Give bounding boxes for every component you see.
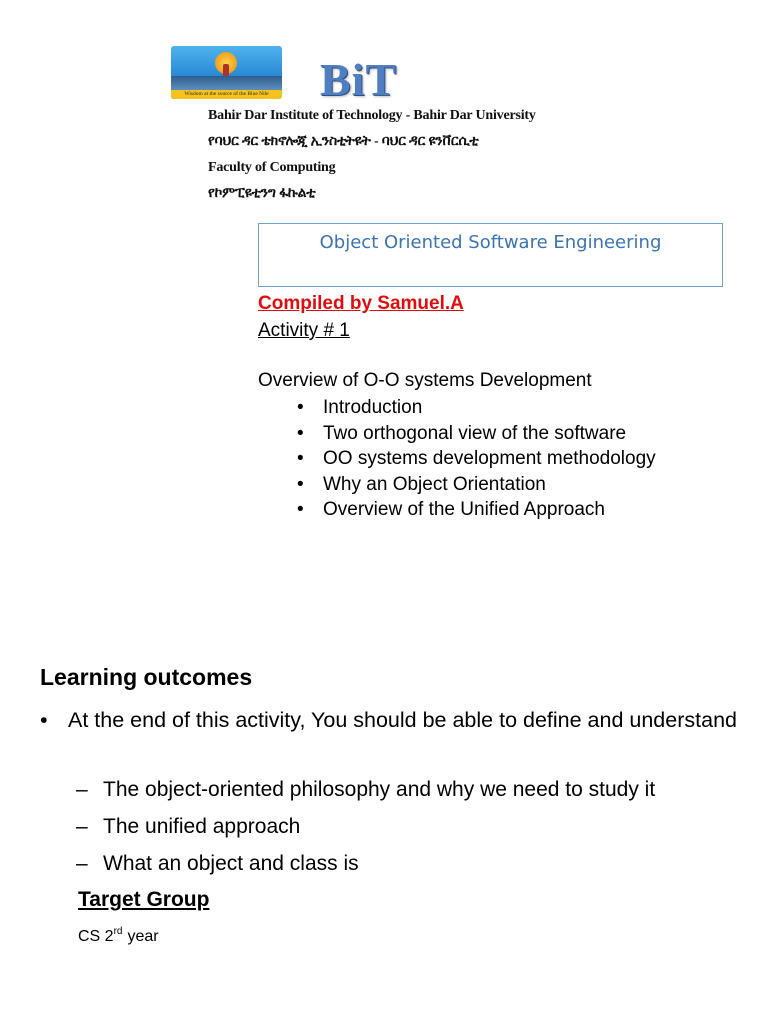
bit-logo: BiT xyxy=(320,54,398,105)
course-title-box xyxy=(258,223,723,287)
bullet: • xyxy=(297,422,304,444)
list-item xyxy=(297,446,656,472)
target-group-heading: Target Group xyxy=(78,888,210,911)
learning-outcomes-heading: Learning outcomes xyxy=(40,664,253,690)
lake-emblem xyxy=(171,76,282,90)
institution-name-am: የባህር ዳር ቴክኖሎጂ ኢንስቲትዩት - ባህር ዳር ዩንቨርሲቲ xyxy=(208,134,479,149)
activity-label: Activity # 1 xyxy=(258,320,350,341)
list-item xyxy=(297,472,656,498)
faculty-name-am: የኮምፒዩቲንግ ፋኩልቲ xyxy=(208,186,316,201)
outcome-item xyxy=(76,778,655,802)
institution-name-en: Bahir Dar Institute of Technology - Bahir Dar University xyxy=(208,108,536,123)
learning-outcomes-intro xyxy=(40,704,750,737)
list-item xyxy=(297,395,656,421)
dash: – xyxy=(76,852,88,875)
bullet: • xyxy=(40,708,48,732)
list-item xyxy=(297,421,656,447)
compiled-by: Compiled by Samuel.A xyxy=(258,293,464,314)
faculty-name-en: Faculty of Computing xyxy=(208,160,336,175)
list-item-text: Overview of the Unified Approach xyxy=(323,499,605,520)
learning-outcomes-intro-text: At the end of this activity, You should be able to define and understand xyxy=(68,708,737,732)
outcome-item-text: The unified approach xyxy=(103,815,301,838)
dash: – xyxy=(76,815,88,838)
course-title: Object Oriented Software Engineering xyxy=(319,232,662,253)
logo-caption: Wisdom at the source of the Blue Nile xyxy=(171,90,282,99)
outcome-item xyxy=(76,852,359,876)
outcome-item-text: What an object and class is xyxy=(103,852,359,875)
overview-list xyxy=(297,395,656,523)
overview-heading: Overview of O-O systems Development xyxy=(258,370,592,391)
dash: – xyxy=(76,778,88,801)
bullet: • xyxy=(297,473,304,495)
list-item-text: Why an Object Orientation xyxy=(323,473,546,495)
bullet: • xyxy=(297,448,304,469)
bdu-logo xyxy=(171,46,282,99)
target-group-value xyxy=(78,926,159,946)
target-group-superscript: rd xyxy=(113,926,123,937)
list-item-text: Two orthogonal view of the software xyxy=(323,422,627,444)
outcome-item xyxy=(76,815,300,839)
target-group-prefix: CS 2 xyxy=(78,928,114,945)
bullet: • xyxy=(297,397,304,418)
bullet: • xyxy=(297,499,304,520)
list-item xyxy=(297,497,656,523)
outcome-item-text: The object-oriented philosophy and why we need to study it xyxy=(103,778,656,801)
list-item-text: OO systems development methodology xyxy=(323,448,656,469)
list-item-text: Introduction xyxy=(323,397,423,418)
target-group-suffix: year xyxy=(127,928,159,945)
